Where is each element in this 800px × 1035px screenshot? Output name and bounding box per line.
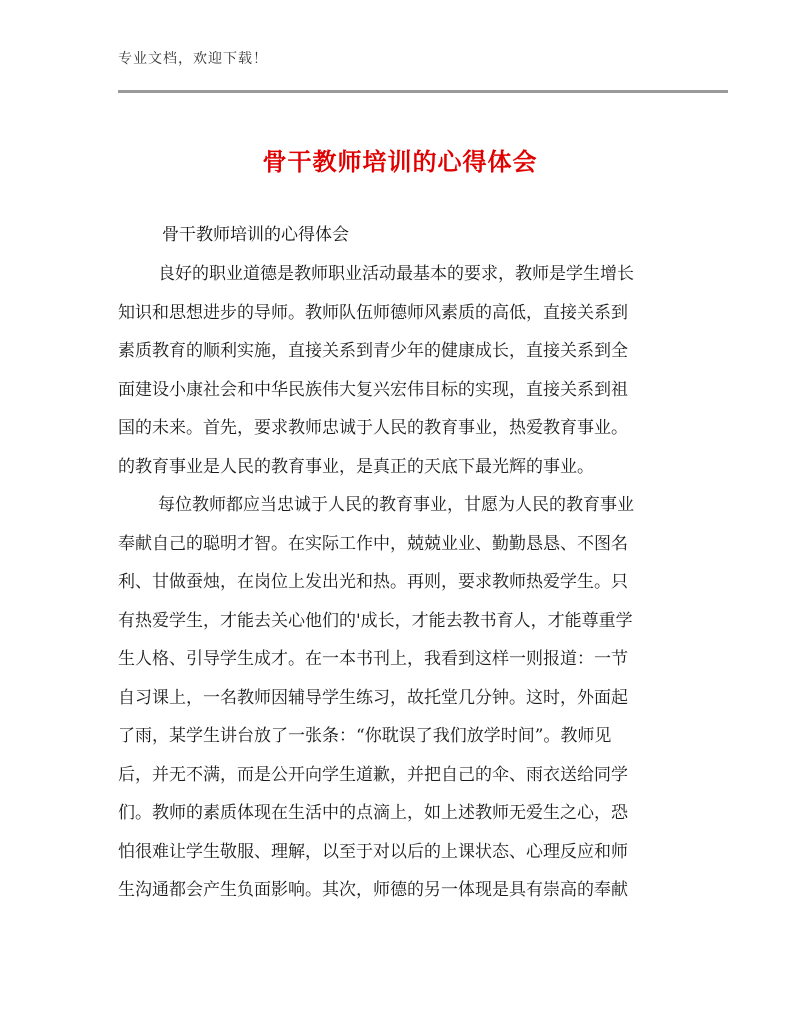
document-body [118,255,678,910]
body-line: 生沟通都会产生负面影响。其次，师德的另一体现是具有崇高的奉献 [118,880,628,900]
document-title: 骨干教师培训的心得体会 [262,148,538,176]
body-line: 后，并无不满，而是公开向学生道歉，并把自己的伞、雨衣送给同学 [118,764,628,785]
body-line: 面建设小康社会和中华民族伟大复兴宏伟目标的实现，直接关系到祖 [118,379,628,400]
body-line: 良好的职业道德是教师职业活动最基本的要求，教师是学生增长 [158,264,634,284]
body-line: 有热爱学生，才能去关心他们的'成长，才能去教书育人，才能尊重学 [118,610,633,631]
body-line: 自习课上，一名教师因辅导学生练习，故托堂几分钟。这时，外面起 [118,687,628,708]
body-line: 们。教师的素质体现在生活中的点滴上，如上述教师无爱生之心，恐 [118,803,628,823]
body-line: 奉献自己的聪明才智。在实际工作中，兢兢业业、勤勤恳恳、不图名 [118,533,628,554]
body-line: 每位教师都应当忠诚于人民的教育事业，甘愿为人民的教育事业 [158,495,634,515]
body-line: 利、甘做蚕烛，在岗位上发出光和热。再则，要求教师热爱学生。只 [118,572,628,592]
body-line: 素质教育的顺利实施，直接关系到青少年的健康成长，直接关系到全 [118,341,628,361]
body-line: 知识和思想进步的导师。教师队伍师德师风素质的高低，直接关系到 [118,302,628,323]
body-line: 的教育事业是人民的教育事业，是真正的天底下最光辉的事业。 [118,456,594,477]
header-text: 专业文档，欢迎下载！ [118,51,268,67]
body-line: 国的未来。首先，要求教师忠诚于人民的教育事业，热爱教育事业。 [118,418,628,438]
body-line: 了雨，某学生讲台放了一张条：“你耽误了我们放学时间”。教师见 [118,726,612,746]
header-divider [118,90,728,93]
document-subheading: 骨干教师培训的心得体会 [162,225,349,245]
body-line: 生人格、引导学生成才。在一本书刊上，我看到这样一则报道：一节 [118,649,628,669]
body-line: 怕很难让学生敬服、理解，以至于对以后的上课状态、心理反应和师 [118,841,628,862]
